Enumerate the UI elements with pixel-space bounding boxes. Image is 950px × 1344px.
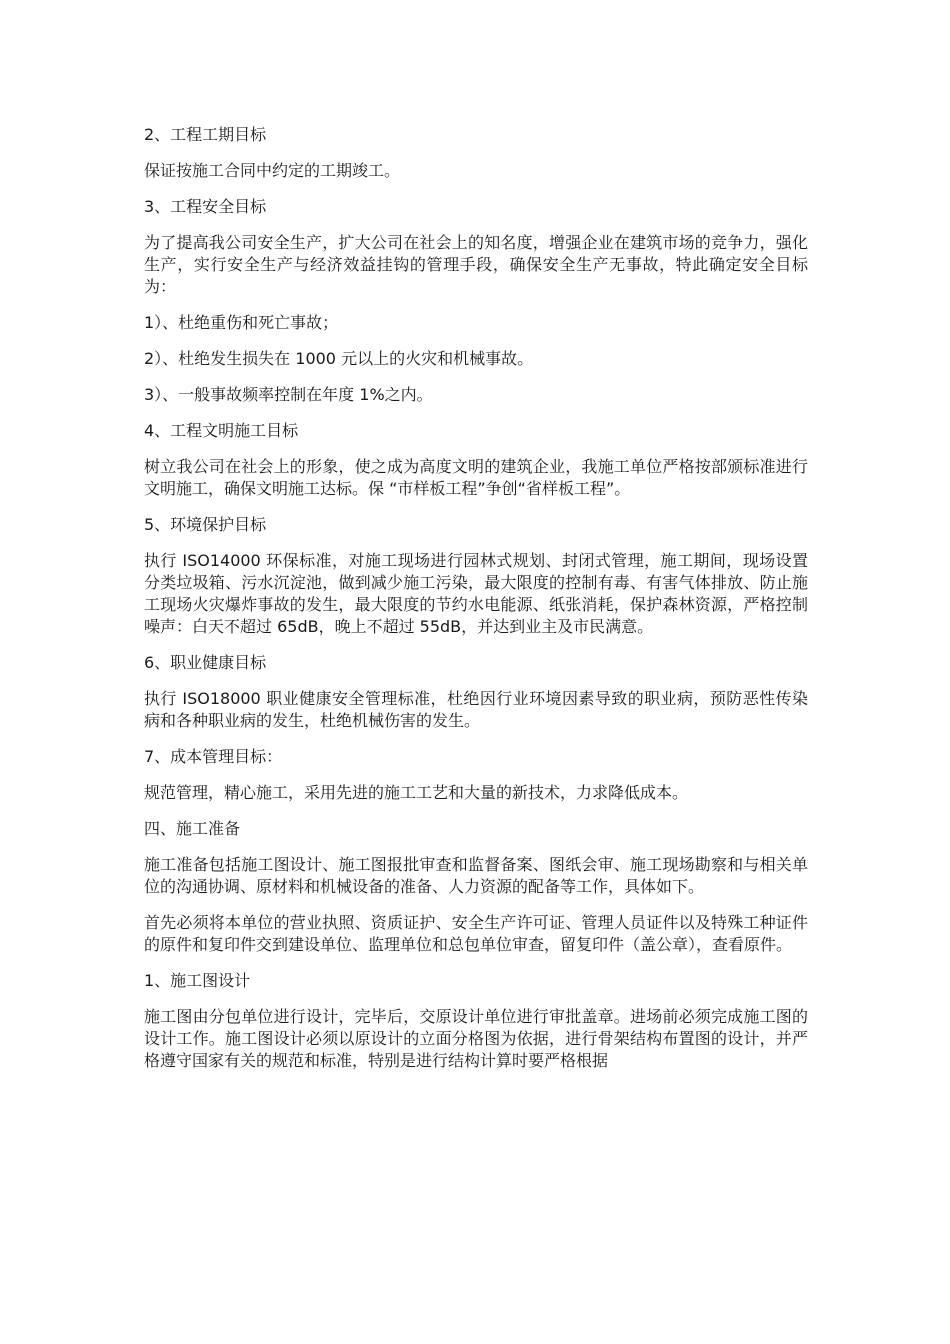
document-page bbox=[144, 124, 808, 1086]
paragraph-preparation: 施工准备包括施工图设计、施工图报批审查和监督备案、图纸会审、施工现场勘察和与相关单位的沟通协调、原材料和机械设备的准备、人力资源的配备等工作，具体如下。 bbox=[144, 855, 808, 896]
heading-environment-goal: 5、环境保护目标 bbox=[144, 515, 267, 534]
paragraph-environment: 执行 ISO14000 环保标准，对施工现场进行园林式规划、封闭式管理，施工期间，现场设置分类垃圾箱、污水沉淀池，做到减少施工污染，最大限度的控制有毒、有害气体排放、防止施工现场火灾爆炸事故的发生，最大限度的节约水电能源、纸张消耗，保护森林资源，严格控制噪声：白天不超过 65dB，晚上不超过 55dB，并达到业主及市民满意。 bbox=[144, 551, 808, 636]
list-item-safety-2: 2）、杜绝发生损失在 1000 元以上的火灾和机械事故。 bbox=[144, 349, 534, 368]
heading-health-goal: 6、职业健康目标 bbox=[144, 653, 267, 672]
list-item-safety-1: 1）、杜绝重伤和死亡事故； bbox=[144, 313, 339, 332]
paragraph-documents: 首先必须将本单位的营业执照、资质证护、安全生产许可证、管理人员证件以及特殊工种证件的原件和复印件交到建设单位、监理单位和总包单位审查，留复印件（盖公章），查看原件。 bbox=[144, 913, 808, 954]
heading-schedule-goal: 2、工程工期目标 bbox=[144, 125, 267, 144]
paragraph-civilized: 树立我公司在社会上的形象，使之成为高度文明的建筑企业，我施工单位严格按部颁标准进行文明施工，确保文明施工达标。保 “市样板工程”争创“省样板工程”。 bbox=[144, 457, 808, 498]
heading-civilized-goal: 4、工程文明施工目标 bbox=[144, 421, 299, 440]
paragraph-health: 执行 ISO18000 职业健康安全管理标准，杜绝因行业环境因素导致的职业病，预防恶性传染病和各种职业病的发生，杜绝机械伤害的发生。 bbox=[144, 689, 808, 730]
heading-preparation: 四、施工准备 bbox=[144, 819, 241, 838]
paragraph-cost: 规范管理，精心施工，采用先进的施工工艺和大量的新技术，力求降低成本。 bbox=[144, 783, 689, 802]
heading-drawing-design: 1、施工图设计 bbox=[144, 971, 251, 990]
heading-cost-goal: 7、成本管理目标： bbox=[144, 747, 283, 766]
paragraph-schedule: 保证按施工合同中约定的工期竣工。 bbox=[144, 161, 401, 180]
paragraph-safety: 为了提高我公司安全生产，扩大公司在社会上的知名度，增强企业在建筑市场的竞争力，强化生产，实行安全生产与经济效益挂钩的管理手段，确保安全生产无事故，特此确定安全目标为： bbox=[144, 233, 808, 296]
paragraph-drawing-design: 施工图由分包单位进行设计，完毕后，交原设计单位进行审批盖章。进场前必须完成施工图的设计工作。施工图设计必须以原设计的立面分格图为依据，进行骨架结构布置图的设计，并严格遵守国家有关的规范和标准，特别是进行结构计算时要严格根据 bbox=[144, 1007, 808, 1070]
list-item-safety-3: 3）、一般事故频率控制在年度 1%之内。 bbox=[144, 385, 433, 404]
heading-safety-goal: 3、工程安全目标 bbox=[144, 197, 267, 216]
